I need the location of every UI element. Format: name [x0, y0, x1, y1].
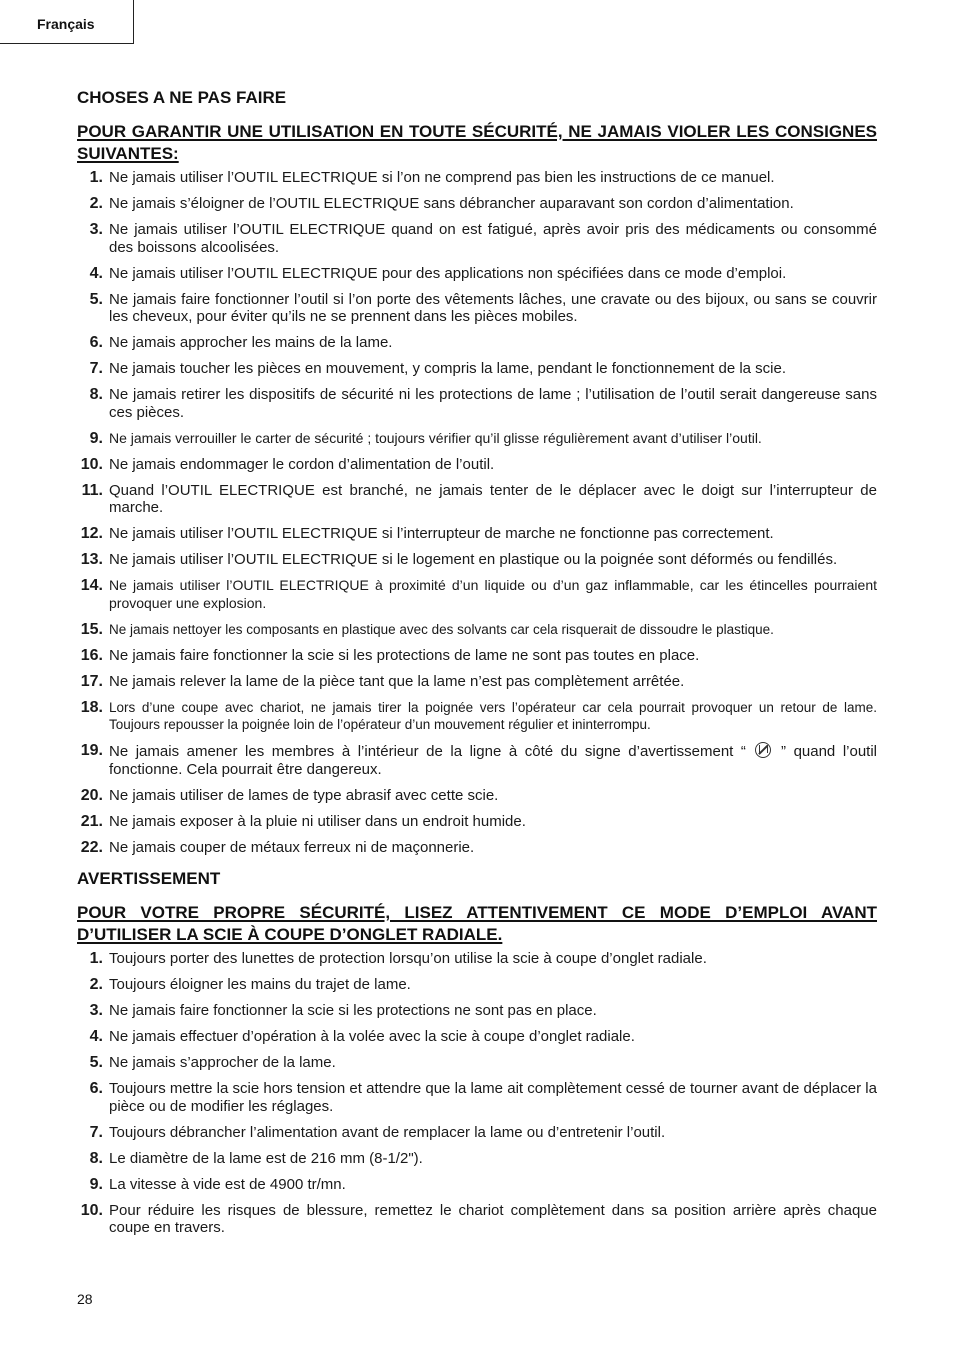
list-item: 22. Ne jamais couper de métaux ferreux ni de maçonnerie. [80, 838, 475, 856]
list-item: 14. Ne jamais utiliser l’OUTIL ELECTRIQUE à proximité d’un liquide ou d’un gaz inflammable, car les étincelles pourraient provoquer une explosion. [80, 577, 877, 611]
section-subheading-warning: POUR VOTRE PROPRE SÉCURITÉ, LISEZ ATTENTIVEMENT CE MODE D’EMPLOI AVANT D’UTILISER LA SCIE À COUPE D’ONGLET RADIALE. [77, 903, 877, 944]
list-item: 7. Ne jamais toucher les pièces en mouvement, y compris la lame, pendant le fonctionnement de la scie. [89, 360, 787, 377]
list-item: 12. Ne jamais utiliser l’OUTIL ELECTRIQUE si l’interrupteur de marche ne fonctionne pas correctement. [80, 525, 774, 542]
no-hands-warning-icon [755, 742, 771, 758]
list-item: 2. Ne jamais s’éloigner de l’OUTIL ELECTRIQUE sans débrancher auparavant son cordon d’alimentation. [89, 195, 794, 212]
list-item: 6. Toujours mettre la scie hors tension et attendre que la lame ait complètement cessé de tourner avant de déplacer la pièce ou de modifier les réglages. [89, 1080, 877, 1115]
list-item: 17. Ne jamais relever la lame de la pièce tant que la lame n’est pas complètement arrêtée. [80, 672, 685, 690]
section-warning [77, 868, 877, 1237]
list-item: 8. Ne jamais retirer les dispositifs de sécurité ni les protections de lame ; l’utilisation de l’outil serait dangereuse sans ces pièces. [89, 386, 877, 421]
list-item: 13. Ne jamais utiliser l’OUTIL ELECTRIQUE si le logement en plastique ou la poignée sont déformés ou fendillés. [80, 551, 838, 568]
list-item: 9. La vitesse à vide est de 4900 tr/mn. [89, 1175, 346, 1193]
page-number: 28 [77, 1291, 93, 1307]
list-item: 3. Ne jamais faire fonctionner la scie si les protections ne sont pas en place. [89, 1002, 597, 1019]
list-item: 3. Ne jamais utiliser l’OUTIL ELECTRIQUE quand on est fatigué, après avoir pris des médicaments ou consommé des boissons alcoolisées. [89, 221, 877, 256]
section-heading-warning: AVERTISSEMENT [77, 869, 221, 888]
section-dont [77, 87, 877, 856]
list-item: 6. Ne jamais approcher les mains de la lame. [89, 334, 393, 351]
list-item: 1. Ne jamais utiliser l’OUTIL ELECTRIQUE si l’on ne comprend pas bien les instructions de ce manuel. [89, 169, 775, 186]
section-subheading-dont: POUR GARANTIR UNE UTILISATION EN TOUTE SÉCURITÉ, NE JAMAIS VIOLER LES CONSIGNES SUIVANTES: [77, 122, 877, 163]
list-item: 10. Pour réduire les risques de blessure, remettez le chariot complètement dans sa position arrière après chaque coupe en travers. [80, 1201, 877, 1236]
page-content [77, 87, 877, 1245]
list-item: 4. Ne jamais effectuer d’opération à la volée avec la scie à coupe d’onglet radiale. [89, 1028, 635, 1045]
list-item: 8. Le diamètre de la lame est de 216 mm (8-1/2"). [89, 1149, 423, 1167]
list-item: 9. Ne jamais verrouiller le carter de sécurité ; toujours vérifier qu’il glisse régulièrement avant d’utiliser l’outil. [89, 429, 762, 447]
list-item: 15. Ne jamais nettoyer les composants en plastique avec des solvants car cela risquerait de dissoudre le plastique. [80, 620, 774, 638]
language-label: Français [37, 16, 95, 32]
list-item: 21. Ne jamais exposer à la pluie ni utiliser dans un endroit humide. [80, 812, 526, 830]
list-item: 1. Toujours porter des lunettes de protection lorsqu’on utilise la scie à coupe d’onglet radiale. [89, 950, 707, 967]
list-item: 7. Toujours débrancher l’alimentation avant de remplacer la lame ou d’entretenir l’outil. [89, 1123, 666, 1141]
list-item: 5. Ne jamais faire fonctionner l’outil si l’on porte des vêtements lâches, une cravate ou des bijoux, ou sans se couvrir les cheveux, pour éviter qu’ils ne se prennent dans les pièces mobiles. [89, 290, 877, 325]
list-item: 11. Quand l’OUTIL ELECTRIQUE est branché, ne jamais tenter de le déplacer avec le doigt sur l’interrupteur de marche. [81, 481, 877, 516]
list-item: 16. Ne jamais faire fonctionner la scie si les protections de lame ne sont pas toutes en place. [80, 646, 700, 664]
list-item: 5. Ne jamais s’approcher de la lame. [89, 1054, 336, 1071]
list-item: 4. Ne jamais utiliser l’OUTIL ELECTRIQUE pour des applications non spécifiées dans ce mode d’emploi. [89, 264, 787, 282]
language-tab [0, 0, 134, 44]
list-item: 20. Ne jamais utiliser de lames de type abrasif avec cette scie. [80, 786, 499, 804]
list-item: 18. Lors d’une coupe avec chariot, ne jamais tirer la poignée vers l’opérateur car cela pourrait provoquer un retour de lame. Toujours repousser la poignée loin de l’opérateur d’un mouvement régulier et ininterrompu. [80, 698, 877, 732]
list-item: 2. Toujours éloigner les mains du trajet de lame. [89, 976, 411, 993]
section-heading-dont: CHOSES A NE PAS FAIRE [77, 88, 287, 107]
dont-list [77, 169, 877, 856]
warning-list [77, 950, 877, 1237]
list-item: 10. Ne jamais endommager le cordon d’alimentation de l’outil. [80, 455, 495, 473]
list-item: 19. Ne jamais amener les membres à l’intérieur de la ligne à côté du signe d’avertissement “ ” quand l’outil fonctionne. Cela pourrait être dangereux. [80, 742, 878, 778]
